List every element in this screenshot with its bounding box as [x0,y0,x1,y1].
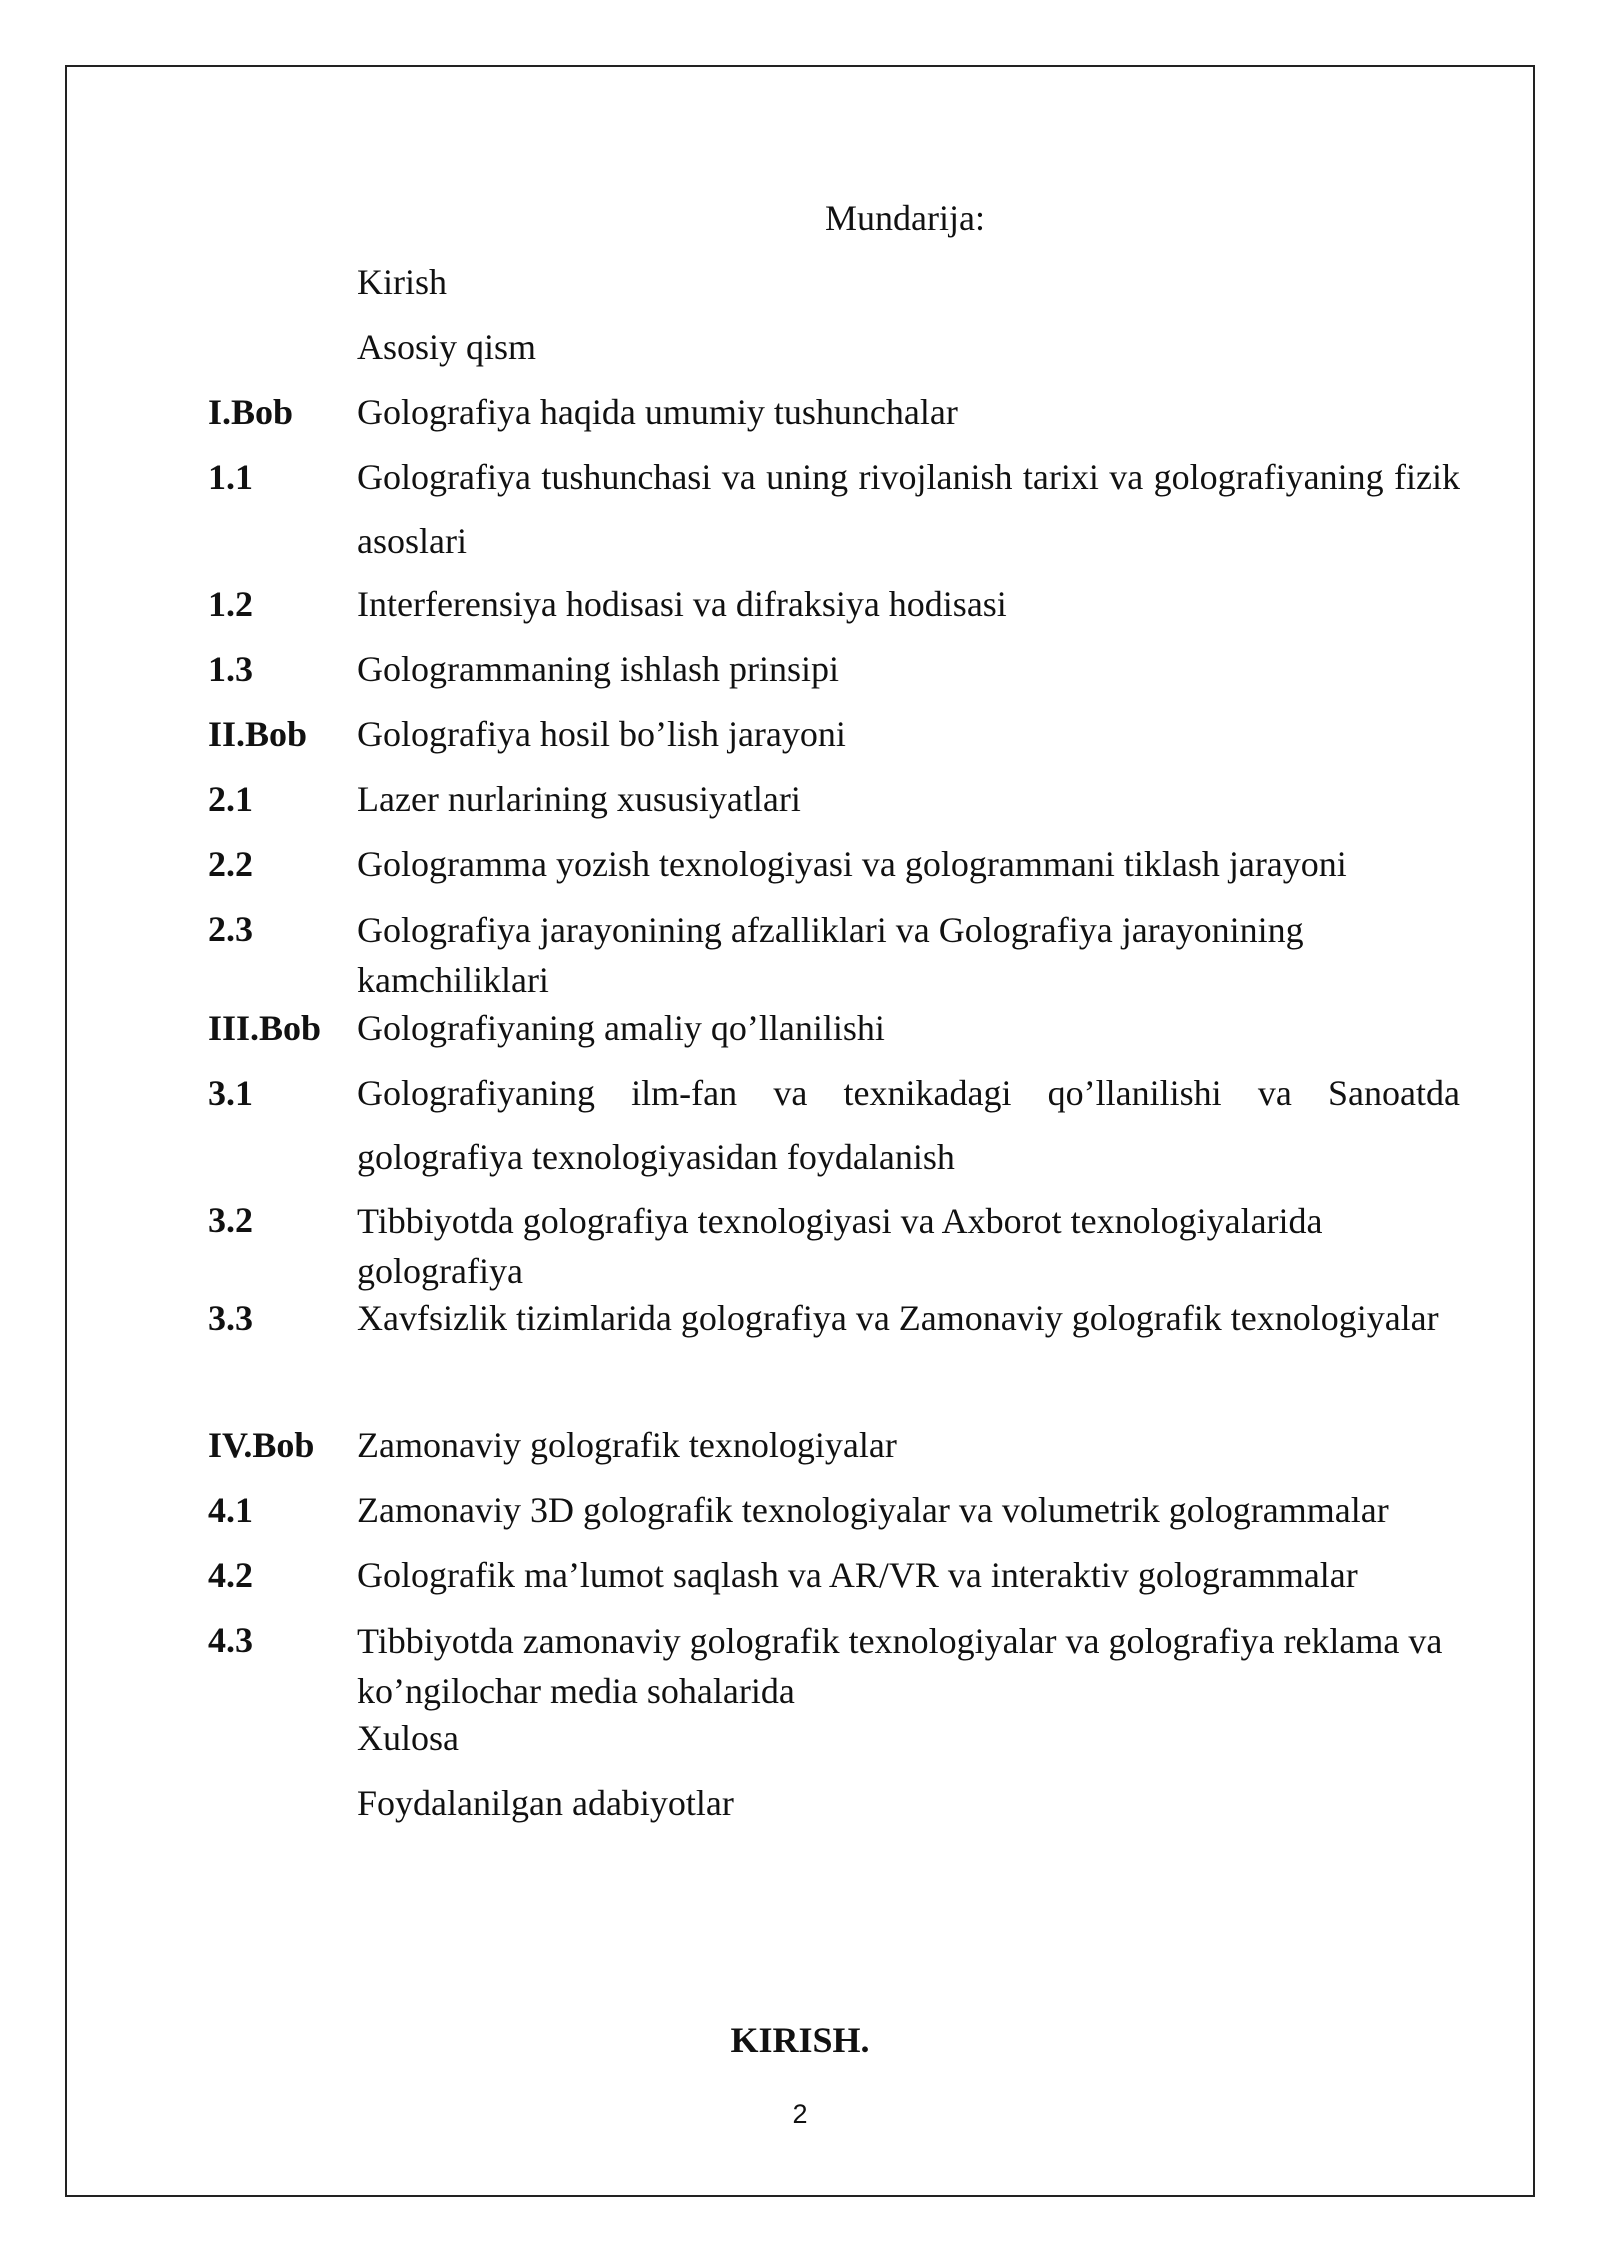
toc-entry-number: 1.2 [208,584,253,624]
toc-entry-text: Golografiya tushunchasi va uning rivojlanish tarixi va golografiyaning fizik asoslari [357,457,1460,561]
toc-entry-number: III.Bob [208,1008,322,1048]
toc-title: Mundarija: [825,198,985,238]
toc-entry-text: Golografik ma’lumot saqlash va AR/VR va interaktiv gologrammalar [357,1555,1358,1595]
toc-entry-text: Asosiy qism [357,327,537,367]
toc-entry-number: 1.1 [208,457,253,497]
page-number: 2 [792,2099,808,2129]
toc-entry-text: Golografiyaning ilm-fan va texnikadagi qo’llanilishi va Sanoatda golografiya texnologiyasidan foydalanish [357,1073,1460,1177]
toc-entry-number: 2.2 [208,844,253,884]
toc-entry-text: Golografiya jarayonining afzalliklari va Golografiya jarayonining kamchiliklari [357,910,1304,1000]
toc-entry-text: Lazer nurlarining xususiyatlari [357,779,801,819]
toc-entry-number: 4.1 [208,1490,253,1530]
toc-entry-text: Golografiya hosil bo’lish jarayoni [357,714,846,754]
toc-entry-text: Zamonaviy golografik texnologiyalar [357,1425,897,1465]
toc-entry-text: Golografiyaning amaliy qo’llanilishi [357,1008,885,1048]
toc-entry-text: Gologramma yozish texnologiyasi va gologrammani tiklash jarayoni [357,844,1347,884]
toc-entry-text: Tibbiyotda zamonaviy golografik texnologiyalar va golografiya reklama va ko’ngilochar media sohalarida [357,1621,1443,1711]
toc-entry-number: 4.3 [208,1620,253,1660]
toc-entry-number: I.Bob [208,392,294,432]
section-heading: KIRISH. [730,2020,870,2060]
toc-entry-number: 3.2 [208,1200,253,1240]
toc-entry-text: Kirish [357,262,447,302]
toc-entry-number: II.Bob [208,714,308,754]
toc-entry-number: 2.1 [208,779,253,819]
toc-entry-text: Xulosa [357,1718,459,1758]
toc-entry-number: IV.Bob [208,1425,315,1465]
toc-entry-text: Golografiya haqida umumiy tushunchalar [357,392,958,432]
toc-entry-number: 1.3 [208,649,253,689]
toc-entry-text: Interferensiya hodisasi va difraksiya hodisasi [357,584,1007,624]
toc-entry-text: Foydalanilgan adabiyotlar [357,1783,734,1823]
toc-entry-text: Tibbiyotda golografiya texnologiyasi va Axborot texnologiyalarida golografiya [357,1201,1323,1291]
toc-entry-number: 3.3 [208,1298,253,1338]
toc-entry-text: Gologrammaning ishlash prinsipi [357,649,839,689]
toc-entry-number: 3.1 [208,1073,253,1113]
toc-entry-number: 2.3 [208,909,253,949]
toc-entry-number: 4.2 [208,1555,253,1595]
toc-entry-text: Xavfsizlik tizimlarida golografiya va Zamonaviy golografik texnologiyalar [357,1298,1439,1338]
toc-entry-text: Zamonaviy 3D golografik texnologiyalar va volumetrik gologrammalar [357,1490,1389,1530]
